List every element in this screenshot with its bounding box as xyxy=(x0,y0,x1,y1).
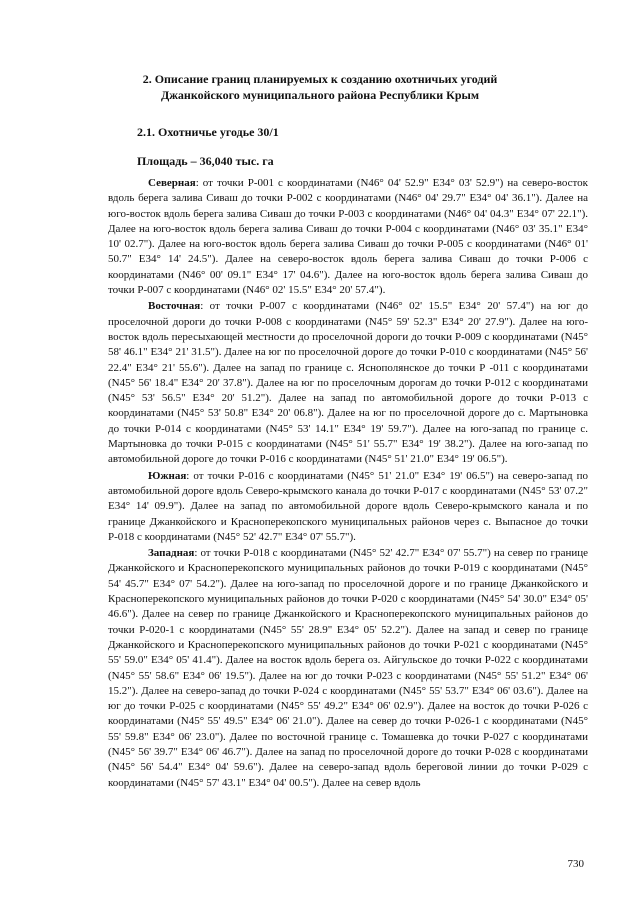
paragraph-south xyxy=(108,469,588,545)
heading-line-1: 2. Описание границ планируемых к созданию охотничьих угодий xyxy=(142,72,498,86)
page-number: 730 xyxy=(567,858,584,870)
paragraph-west xyxy=(108,546,588,791)
paragraph-north xyxy=(108,176,588,298)
text-south: : от точки Р-016 с координатами (N45° 51' 21.0" E34° 19' 06.5") на северо-запад по автомобильной дороге вдоль Северо-крымского канала до точки Р-017 с координатами (N45° 53' 07.2" E34° 14' 09.9"). Далее на запад по автомобильной дороге вдоль Северо-крымского канала и по границе Джанкойского и Красноперекопского муниципальных районов через с. Выпасное до точки Р-018 с координатами (N45° 52' 42.7" E34° 07' 55.7"). xyxy=(108,469,588,543)
boundary-description xyxy=(108,176,588,792)
text-west: : от точки Р-018 с координатами (N45° 52' 42.7" E34° 07' 55.7") на север по границе Джанкойского и Красноперекопского муниципальных районов до точки Р-019 с координатами (N45° 54' 45.7" E34° 07' 54.2"). Далее на юго-запад по проселочной дороге и по границе Джанкойского и Красноперекопского муниципальных районов до точки Р-020 с координатами (N45° 54' 30.0" E34° 05' 46.6"). Далее на север по границе Джанкойского и Красноперекопского муниципальных районов до точки Р-020-1 с координатами (N45° 55' 28.9" E34° 05' 52.2"). Далее на запад и север по границе Джанкойского и Красноперекопского муниципальных районов до точки Р-021 с координатами (N45° 55' 59.0" E34° 05' 41.4"). Далее на восток вдоль берега оз. Айгульское до точки Р-022 с координатами (N45° 55' 58.6" E34° 06' 19.5"). Далее на юг до точки Р-023 с координатами (N45° 55' 51.2" E34° 06' 15.2"). Далее на северо-запад до точки Р-024 с координатами (N45° 55' 53.7" E34° 06' 03.6"). Далее на юг до точки Р-025 с координатами (N45° 55' 49.2" E34° 06' 02.9"). Далее на восток до точки Р-026 с координатами (N45° 55' 49.5" E34° 06' 21.0"). Далее на север до точки Р-026-1 с координатами (N45° 55' 59.8" E34° 06' 23.0"). Далее по восточной границе с. Томашевка до точки Р-027 с координатами (N45° 56' 39.7" E34° 06' 46.7"). Далее на запад по проселочной дороге до точки Р-028 с координатами (N45° 56' 54.4" E34° 04' 59.6"). Далее на северо-запад вдоль береговой линии до точки Р-029 с координатами (N45° 57' 43.1" E34° 04' 00.5"). Далее на север вдоль xyxy=(108,547,588,789)
document-heading xyxy=(0,72,640,103)
text-north: : от точки Р-001 с координатами (N46° 04' 52.9" E34° 03' 52.9") на северо-восток вдоль берега залива Сиваш до точки Р-002 с координатами (N46° 04' 29.7" E34° 04' 36.1"). Далее на юго-восток вдоль берега залива Сиваш до точки Р-003 с координатами (N46° 04' 04.3" E34° 07' 22.1"). Далее на юго-восток вдоль берега залива Сиваш до точки Р-004 с координатами (N46° 03' 35.1" E34° 10' 02.7"). Далее на юго-восток вдоль берега залива Сиваш до точки Р-005 с координатами (N46° 01' 50.7" E34° 14' 24.5"). Далее на северо-восток вдоль берега залива Сиваш до точки Р-006 с координатами (N46° 00' 09.1" E34° 17' 04.6"). Далее на юго-восток вдоль берега залива Сиваш до точки Р-007 с координатами (N46° 02' 15.5" E34° 20' 57.4"). xyxy=(108,177,588,297)
label-west: Западная xyxy=(148,547,195,560)
area-line: Площадь – 36,040 тыс. га xyxy=(137,154,274,168)
label-north: Северная xyxy=(148,177,196,189)
section-title: 2.1. Охотничье угодье 30/1 xyxy=(137,125,279,139)
label-east: Восточная xyxy=(148,300,201,313)
label-south: Южная xyxy=(148,469,187,482)
heading-line-2: Джанкойского муниципального района Республики Крым xyxy=(160,87,480,102)
paragraph-east xyxy=(108,299,588,467)
text-east: : от точки Р-007 с координатами (N46° 02' 15.5" E34° 20' 57.4") на юг до проселочной дороги до точки Р-008 с координатами (N45° 59' 52.3" E34° 20' 27.9"). Далее на юго-восток вдоль пересыхающей местности до проселочной дороги до точки Р-009 с координатами (N45° 58' 46.1" E34° 21' 31.5"). Далее на юг по проселочной дороге до точки Р-010 с координатами (N45° 56' 22.4" E34° 21' 55.6"). Далее на запад по границе с. Яснополянское до точки Р -011 с координатами (N45° 56' 18.4" E34° 20' 37.8"). Далее на юг по проселочным дорогам до точки Р-012 с координатами (N45° 53' 56.5" E34° 20' 51.2"). Далее на запад по автомобильной дороге до точки Р-013 с координатами (N45° 53' 50.8" E34° 20' 06.8"). Далее на юг по проселочной дороге до с. Мартыновка до точки Р-014 с координатами (N45° 53' 14.1" E34° 19' 59.7"). Далее на юго-запад по границе с. Мартыновка до точки Р-015 с координатами (N45° 51' 55.7" E34° 19' 38.2"). Далее на юго-запад по автомобильной дороге до точки Р-016 с координатами (N45° 51' 21.0" E34° 19' 06.5"). xyxy=(108,300,588,466)
